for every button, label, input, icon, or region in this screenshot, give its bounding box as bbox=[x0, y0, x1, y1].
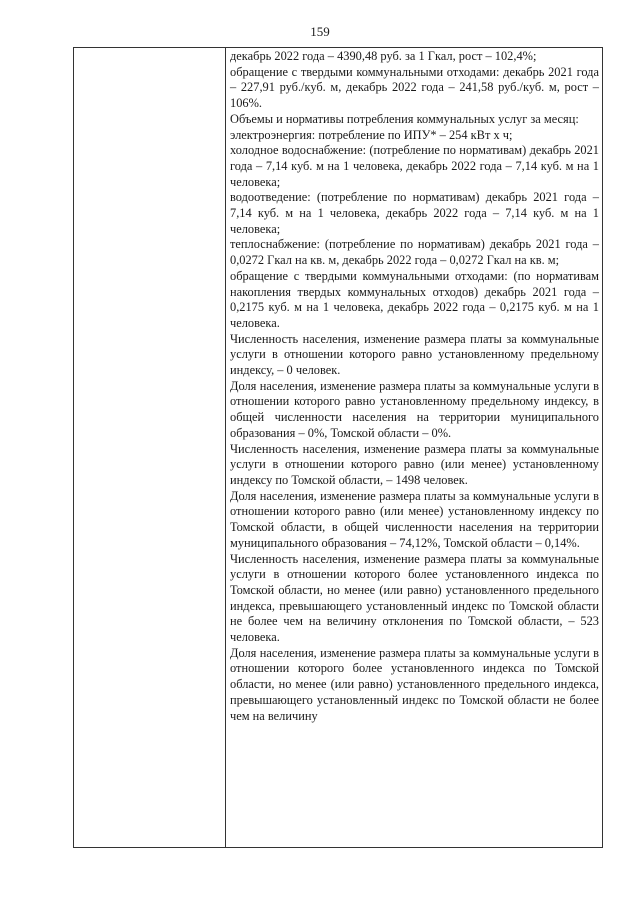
paragraph: декабрь 2022 года – 4390,48 руб. за 1 Гкал, рост – 102,4%; bbox=[230, 49, 537, 63]
paragraph: холодное водоснабжение: (потребление по нормативам) декабрь 2021 года – 7,14 куб. м на 1 человека, декабрь 2022 года – 7,14 куб. м на 1 человека; bbox=[230, 143, 599, 189]
paragraph: Доля населения, изменение размера платы за коммунальные услуги в отношении которого равно (или менее) установленному индексу по Томской области, в общей численности населения на территории муниципального образования – 74,12%, Томской области – 0,14%. bbox=[230, 488, 599, 550]
paragraph: обращение с твердыми коммунальными отходами: (по нормативам накопления твердых коммунальных отходов) декабрь 2021 года – 0,2175 куб. м на 1 человека, декабрь 2022 года – 0,2175 куб. м на 1 человека. bbox=[230, 268, 599, 330]
paragraph: Доля населения, изменение размера платы за коммунальные услуги в отношении которого более установленного индекса по Томской области, но менее (или равно) установленного предельного индекса, превышающего установленный индекс по Томской области не более чем на величину bbox=[230, 645, 599, 723]
paragraph: Объемы и нормативы потребления коммунальных услуг за месяц: bbox=[230, 111, 579, 126]
table-right-column bbox=[226, 48, 602, 847]
paragraph: электроэнергия: потребление по ИПУ* – 254 кВт х ч; bbox=[230, 127, 513, 142]
page-number: 159 bbox=[310, 24, 330, 39]
table-left-column bbox=[74, 48, 226, 847]
document-table bbox=[73, 47, 603, 848]
paragraph: Численность населения, изменение размера платы за коммунальные услуги в отношении которого более установленного индекса по Томской области, но менее (или равно) установленного предельного индекса, превышающего установленный индекс по Томской области не более чем на величину отклонения по Томской области, – 523 человека. bbox=[230, 551, 599, 645]
paragraph: обращение с твердыми коммунальными отходами: декабрь 2021 года – 227,91 руб./куб. м, декабрь 2022 года – 241,58 руб./куб. м, рост – 106%. bbox=[230, 64, 599, 111]
paragraph: водоотведение: (потребление по нормативам) декабрь 2021 года – 7,14 куб. м на 1 человека, декабрь 2022 года – 7,14 куб. м на 1 человека; bbox=[230, 190, 599, 236]
paragraph: теплоснабжение: (потребление по нормативам) декабрь 2021 года – 0,0272 Гкал на кв. м, декабрь 2022 года – 0,0272 Гкал на кв. м; bbox=[230, 237, 599, 268]
paragraph: Доля населения, изменение размера платы за коммунальные услуги в отношении которого равно установленному предельному индексу, в общей численности населения на территории муниципального образования – 0%, Томской области – 0%. bbox=[230, 378, 599, 440]
paragraph: Численность населения, изменение размера платы за коммунальные услуги в отношении которого равно (или менее) установленному индексу по Томской области, – 1498 человек. bbox=[230, 441, 599, 487]
paragraph: Численность населения, изменение размера платы за коммунальные услуги в отношении которого равно установленному предельному индексу, – 0 человек. bbox=[230, 331, 599, 378]
